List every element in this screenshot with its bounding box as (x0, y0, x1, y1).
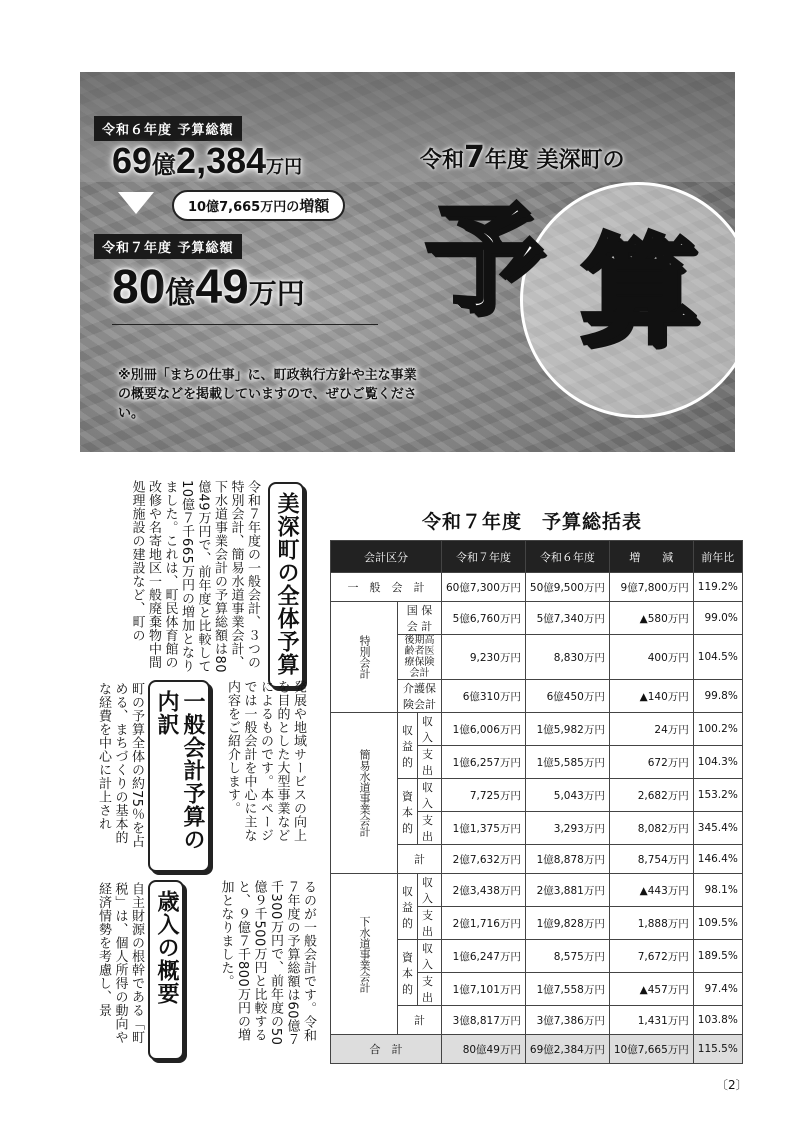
r7-oku-number: 80 (112, 261, 166, 314)
cell-diff: 672万円 (609, 746, 693, 779)
sub-label: 支出 (418, 746, 442, 779)
cell-diff: ▲443万円 (609, 874, 693, 907)
group-water: 簡易水道事業会計 (331, 713, 398, 874)
heading-general-account: 一般会計予算の内訳 (148, 680, 210, 872)
big-char-yo: 予 (425, 190, 544, 328)
body-revenue: 自主財源の根幹である「町税」は、個人所得の動向や経済情勢を考慮し、景 (96, 882, 144, 1044)
r6-man-unit: 万円 (266, 157, 303, 177)
header-r6: 令和６年度 (525, 541, 609, 573)
header-r7: 令和７年度 (442, 541, 526, 573)
cell-r7: 6億310万円 (442, 680, 526, 713)
increase-word: 増額 (299, 197, 330, 215)
cell-r6: 1億5,585万円 (525, 746, 609, 779)
cell-r6: 1億9,828万円 (525, 907, 609, 940)
body-general-account-cont: るのが一般会計です。令和７年度の予算総額は60億７千300万円で、前年度の50億９千500万円と比較すると、９億７千800万円の増加となりました。 (218, 880, 316, 1047)
body-general-account: 町の予算全体の約75％を占める、まちづくりの基本的な経費を中心に計上され (96, 682, 144, 849)
cell-r6: 1億5,982万円 (525, 713, 609, 746)
body-town-budget-cont: 発展や地域サービスの向上を目的とした大型事業などによるものです。本ページでは一般会計を中心に主な内容をご紹介します。 (225, 680, 306, 842)
cell-ratio: 345.4% (693, 812, 742, 845)
sub-label: 収入 (418, 874, 442, 907)
cell-diff: 10億7,665万円 (609, 1035, 693, 1064)
group-sewer: 下水道事業会計 (331, 874, 398, 1035)
r6-budget-label: 令和６年度 予算総額 (94, 116, 242, 141)
sub-label: 収入 (418, 779, 442, 812)
header-diff: 増 減 (609, 541, 693, 573)
cell-diff: 2,682万円 (609, 779, 693, 812)
increase-amount: 10億7,665万円の (188, 200, 300, 215)
table-title: 令和７年度 予算総括表 (421, 511, 642, 533)
heading-revenue: 歳入の概要 (148, 880, 184, 1060)
cell-r7: 1億6,257万円 (442, 746, 526, 779)
cell-r7: 80億49万円 (442, 1035, 526, 1064)
cell-r6: 6億450万円 (525, 680, 609, 713)
cell-ratio: 97.4% (693, 973, 742, 1006)
cell-diff: 1,888万円 (609, 907, 693, 940)
cell-r6: 69億2,384万円 (525, 1035, 609, 1064)
group-special: 特別会計 (331, 602, 398, 713)
cell-ratio: 146.4% (693, 845, 742, 874)
hero-title (420, 140, 625, 175)
cell-r6: 50億9,500万円 (525, 573, 609, 602)
cell-r6: 5億7,340万円 (525, 602, 609, 635)
cell-r6: 1億7,558万円 (525, 973, 609, 1006)
increase-badge (172, 190, 345, 221)
r7-man-number: 49 (195, 261, 249, 314)
sub-label: 収入 (418, 940, 442, 973)
cell-ratio: 99.0% (693, 602, 742, 635)
cell-ratio: 104.5% (693, 635, 742, 680)
cell-r6: 8,575万円 (525, 940, 609, 973)
subtotal-label: 計 (398, 845, 442, 874)
cell-ratio: 153.2% (693, 779, 742, 812)
header-category: 会計区分 (331, 541, 442, 573)
cell-r6: 8,830万円 (525, 635, 609, 680)
cell-diff: ▲580万円 (609, 602, 693, 635)
cell-ratio: 104.3% (693, 746, 742, 779)
table-row-grand-total (331, 1035, 743, 1064)
row-label: 後期高齢者医療保険会計 (398, 635, 442, 680)
grand-total-label: 合 計 (331, 1035, 442, 1064)
table-row-general (331, 573, 743, 602)
heading-town-budget: 美深町の全体予算 (268, 482, 304, 688)
r6-man-number: 2,384 (176, 140, 267, 181)
sub-label: 支出 (418, 907, 442, 940)
cell-r7: 3億8,817万円 (442, 1006, 526, 1035)
r6-budget-amount (112, 140, 302, 182)
cell-ratio: 99.8% (693, 680, 742, 713)
r7-budget-amount (112, 260, 305, 315)
title-suffix: 年度 美深町の (484, 148, 625, 173)
r6-oku-number: 69 (112, 140, 153, 181)
table-row-sewer (331, 874, 743, 907)
cell-diff: 8,082万円 (609, 812, 693, 845)
budget-summary-table (330, 540, 743, 1064)
kind-label: 収益的 (398, 874, 418, 940)
cell-r6: 1億8,878万円 (525, 845, 609, 874)
sub-label: 収入 (418, 713, 442, 746)
cell-r7: 60億7,300万円 (442, 573, 526, 602)
row-label: 介護保険会計 (398, 680, 442, 713)
cell-ratio: 100.2% (693, 713, 742, 746)
big-char-san: 算 (580, 222, 699, 360)
cell-r7: 9,230万円 (442, 635, 526, 680)
cell-r7: 1億6,006万円 (442, 713, 526, 746)
r7-oku-unit: 億 (165, 277, 196, 310)
cell-diff: 8,754万円 (609, 845, 693, 874)
table-row-water (331, 713, 743, 746)
sub-label: 支出 (418, 973, 442, 1006)
page-number: 〔2〕 (716, 1078, 748, 1092)
cell-ratio: 189.5% (693, 940, 742, 973)
cell-diff: ▲457万円 (609, 973, 693, 1006)
row-label: 一 般 会 計 (331, 573, 442, 602)
r7-man-unit: 万円 (248, 278, 305, 309)
subtotal-label: 計 (398, 1006, 442, 1035)
cell-diff: 7,672万円 (609, 940, 693, 973)
cell-r6: 5,043万円 (525, 779, 609, 812)
cell-r7: 5億6,760万円 (442, 602, 526, 635)
cell-ratio: 109.5% (693, 907, 742, 940)
cell-diff: 400万円 (609, 635, 693, 680)
cell-diff: ▲140万円 (609, 680, 693, 713)
supplement-note: ※別冊「まちの仕事」に、町政執行方針や主な事業の概要などを掲載していますので、ぜひご覧ください。 (118, 368, 417, 421)
kind-label: 資本的 (398, 779, 418, 845)
cell-r7: 2億1,716万円 (442, 907, 526, 940)
cell-ratio: 115.5% (693, 1035, 742, 1064)
table-header-row (331, 541, 743, 573)
title-prefix: 令和 (420, 148, 465, 173)
kind-label: 資本的 (398, 940, 418, 1006)
cell-r6: 3,293万円 (525, 812, 609, 845)
title-year: 7 (464, 140, 485, 175)
kind-label: 収益的 (398, 713, 418, 779)
cell-r7: 1億7,101万円 (442, 973, 526, 1006)
row-label: 国 保 会 計 (398, 602, 442, 635)
cell-diff: 24万円 (609, 713, 693, 746)
cell-ratio: 98.1% (693, 874, 742, 907)
down-arrow-icon (118, 192, 154, 214)
r6-oku-unit: 億 (152, 152, 177, 179)
cell-ratio: 103.8% (693, 1006, 742, 1035)
hero-banner (80, 72, 735, 452)
header-ratio: 前年比 (693, 541, 742, 573)
cell-r7: 2億3,438万円 (442, 874, 526, 907)
body-town-budget: 令和７年度の一般会計、３つの特別会計、簡易水道事業会計、下水道事業会計の予算総額は80億49万円で、前年度と比較して10億７千665万円の増加となりました。これは、町民体育館の改修や名寄地区一般廃棄物中間処理施設の建設など、町の (129, 480, 260, 674)
cell-r7: 1億1,375万円 (442, 812, 526, 845)
cell-ratio: 119.2% (693, 573, 742, 602)
cell-diff: 1,431万円 (609, 1006, 693, 1035)
cell-r6: 3億7,386万円 (525, 1006, 609, 1035)
sub-label: 支出 (418, 812, 442, 845)
cell-diff: 9億7,800万円 (609, 573, 693, 602)
table-row-special (331, 602, 743, 635)
cell-r6: 2億3,881万円 (525, 874, 609, 907)
amount-underline (112, 324, 378, 325)
cell-r7: 1億6,247万円 (442, 940, 526, 973)
r7-budget-label: 令和７年度 予算総額 (94, 234, 242, 259)
cell-r7: 2億7,632万円 (442, 845, 526, 874)
cell-r7: 7,725万円 (442, 779, 526, 812)
